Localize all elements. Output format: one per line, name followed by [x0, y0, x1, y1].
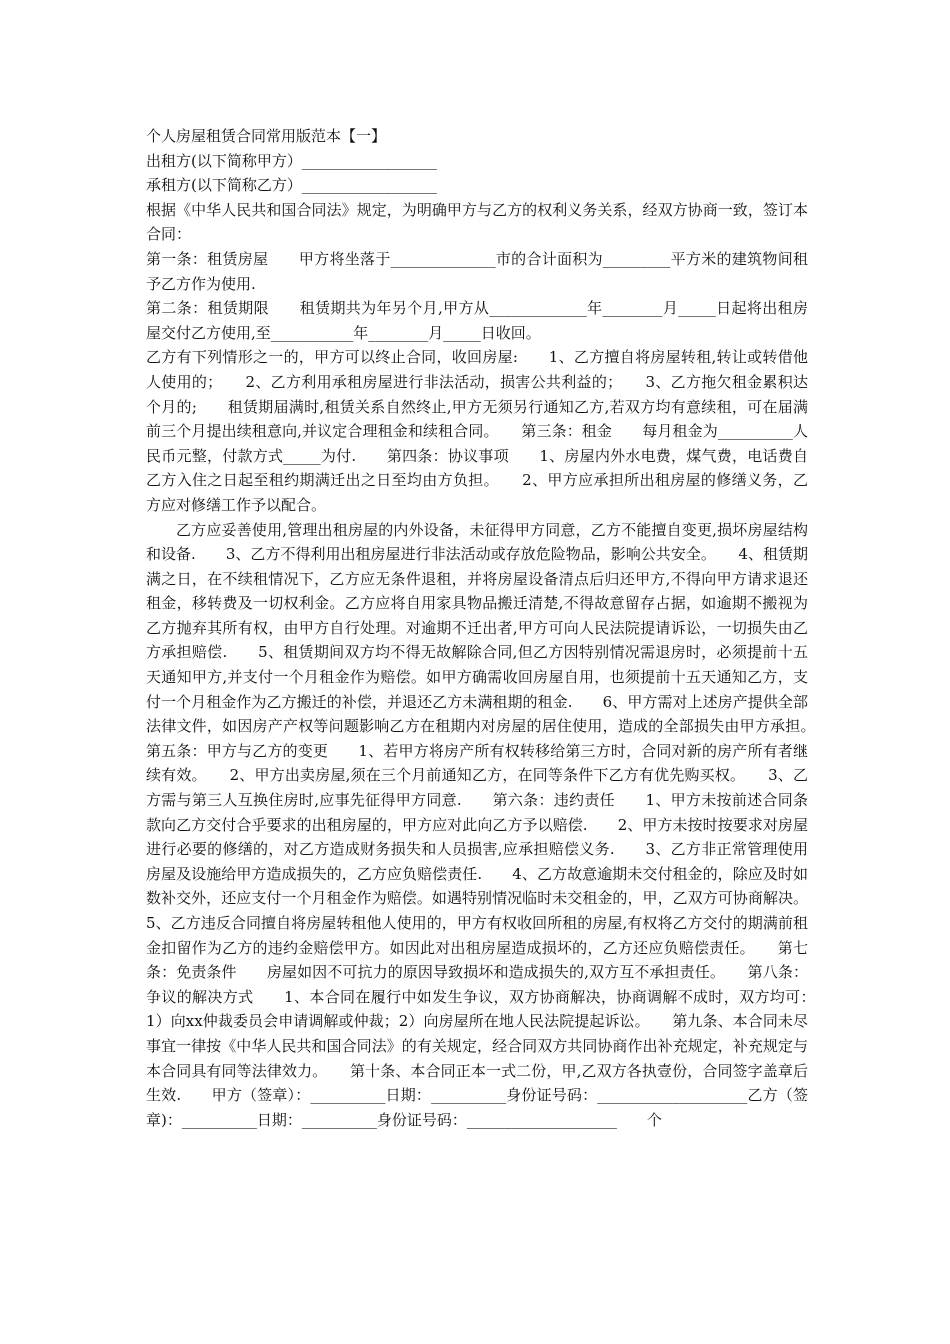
- article-1: 第一条：租赁房屋 甲方将坐落于______________市的合计面积为_________平方米的建筑物间租予乙方作为使用.: [146, 249, 808, 293]
- lessor-line: 出租方(以下简称甲方）__________________: [146, 151, 437, 170]
- document-title: 个人房屋租赁合同常用版范本【一】: [146, 127, 387, 145]
- lessee-line: 承租方(以下简称乙方）__________________: [146, 176, 437, 195]
- contract-document: [146, 124, 839, 1132]
- body-paragraph-1: 乙方有下列情形之一的，甲方可以终止合同，收回房屋: 1、乙方擅自将房屋转租,转让或转借他人使用的； 2、乙方利用承租房屋进行非法活动，损害公共利益的； 3、乙方拖欠租金累积达个月的; 租赁期届满时,租赁关系自然终止,甲方无须另行通知乙方,若双方均有意续租，可在届满前三个月提出续租意向,并议定合理租金和续租合同。 第三条：租金 每月租金为__________人民币元整，付款方式_____为付. 第四条：协议事项 1、房屋内外水电费，煤气费，电话费自乙方入住之日起至租约期满迁出之日至均由方负担。 2、甲方应承担所出租房屋的修缮义务，乙方应对修缮工作予以配合。: [146, 348, 808, 514]
- article-2: 第二条：租赁期限 租赁期共为年另个月,甲方从_____________年________月_____日起将出租房屋交付乙方使用,至___________年________月_____日收回。: [146, 299, 808, 342]
- body-paragraph-2: 乙方应妥善使用,管理出租房屋的内外设备，未征得甲方同意，乙方不能擅自变更,损坏房屋结构和设备. 3、乙方不得利用出租房屋进行非法活动或存放危险物品，影响公共安全。 4、租赁期满之日，在不续租情况下，乙方应无条件退租，并将房屋设备清点后归还甲方,不得向甲方请求退还租金，移转费及一切权利金。乙方应将自用家具物品搬迁清楚,不得故意留存占据，如逾期不搬视为乙方抛弃其所有权，由甲方自行处理。对逾期不迁出者,甲方可向人民法院提请诉讼，一切损失由乙方承担赔偿. 5、租赁期间双方均不得无故解除合同,但乙方因特别情况需退房时，必须提前十五天通知甲方,并支付一个月租金作为赔偿。如甲方确需收回房屋自用，也须提前十五天通知乙方，支付一个月租金作为乙方搬迁的补偿，并退还乙方未满租期的租金. 6、甲方需对上述房产提供全部法律文件，如因房产产权等问题影响乙方在租期内对房屋的居住使用，造成的全部损失由甲方承担。 第五条：甲方与乙方的变更 1、若甲方将房产所有权转移给第三方时，合同对新的房产所有者继续有效。 2、甲方出卖房屋,须在三个月前通知乙方，在同等条件下乙方有优先购买权。 3、乙方需与第三人互换住房时,应事先征得甲方同意. 第六条：违约责任 1、甲方未按前述合同条款向乙方交付合乎要求的出租房屋的，甲方应对此向乙方予以赔偿. 2、甲方未按时按要求对房屋进行必要的修缮的，对乙方造成财务损失和人员损害,应承担赔偿义务. 3、乙方非正常管理使用房屋及设施给甲方造成损失的，乙方应负赔偿责任. 4、乙方故意逾期未交付租金的，除应及时如数补交外，还应支付一个月租金作为赔偿。如遇特别情况临时未交租金的，甲，乙双方可协商解决。5、乙方违反合同擅自将房屋转租他人使用的，甲方有权收回所租的房屋,有权将乙方交付的期满前租金扣留作为乙方的违约金赔偿甲方。如因此对出租房屋造成损坏的，乙方还应负赔偿责任。 第七条：免责条件 房屋如因不可抗力的原因导致损坏和造成损失的,双方互不承担责任。 第八条：争议的解决方式 1、本合同在履行中如发生争议，双方协商解决，协商调解不成时，双方均可： 1）向xx仲裁委员会申请调解或仲裁；2）向房屋所在地人民法院提起诉讼。 第九条、本合同未尽事宜一律按《中华人民共和国合同法》的有关规定，经合同双方共同协商作出补充规定，补充规定与本合同具有同等法律效力。 第十条、本合同正本一式二份，甲,乙双方各执壹份，合同签字盖章后生效. 甲方（签章）：__________日期：__________身份证号码：____________________乙方（签章)：__________日期：__________身份证号码：____________________ 个: [146, 520, 839, 1129]
- preamble: 根据《中华人民共和国合同法》规定，为明确甲方与乙方的权利义务关系，经双方协商一致，签订本合同：: [146, 200, 808, 244]
